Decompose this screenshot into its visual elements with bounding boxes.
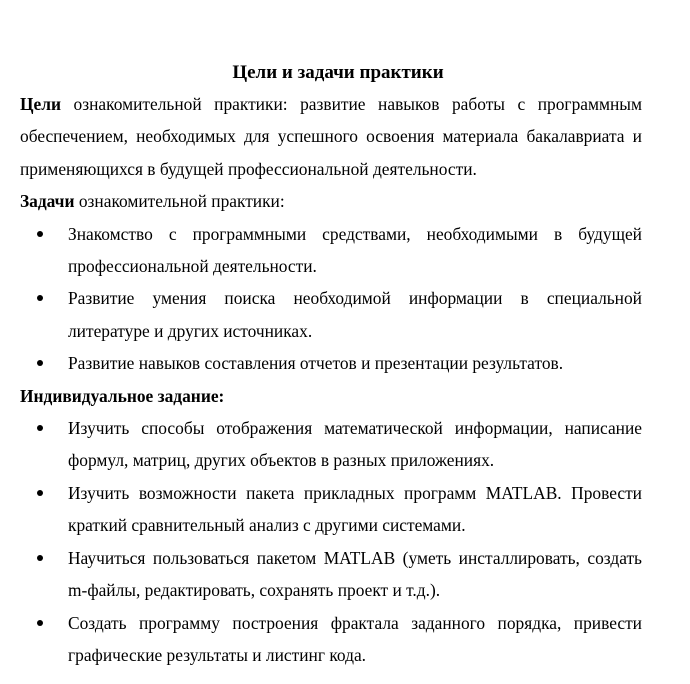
list-item: Создать программу построения фрактала заданного порядка, привести графические результаты и листинг кода.: [20, 607, 642, 672]
list-item: Изучить возможности пакета прикладных программ MATLAB. Провести краткий сравнительный анализ с другими системами.: [20, 477, 642, 542]
individual-list: [20, 412, 642, 671]
tasks-label: Задачи: [20, 191, 75, 212]
individual-heading: [20, 380, 642, 412]
tasks-paragraph: [20, 185, 642, 217]
page-title: Цели и задачи практики: [232, 62, 444, 83]
tasks-text: ознакомительной практики:: [74, 191, 285, 212]
list-item: Изучить способы отображения математической информации, написание формул, матриц, других объектов в разных приложениях.: [20, 412, 642, 477]
goals-text: ознакомительной практики: развитие навыков работы с программным обеспечением, необходимых для успешного освоения материала бакалавриата и применяющихся в будущей профессиональной деятельности.: [20, 94, 642, 179]
goals-label: Цели: [20, 94, 62, 114]
tasks-list: [20, 218, 642, 380]
list-item: Развитие навыков составления отчетов и презентации результатов.: [20, 347, 642, 379]
list-item: Развитие умения поиска необходимой информации в специальной литературе и других источниках.: [20, 282, 642, 347]
goals-paragraph: [20, 88, 642, 185]
document-page: [20, 58, 642, 671]
list-item: Знакомство с программными средствами, необходимыми в будущей профессиональной деятельности.: [20, 218, 642, 283]
individual-label: Индивидуальное задание:: [20, 385, 225, 406]
list-item: Научиться пользоваться пакетом MATLAB (уметь инсталлировать, создать m-файлы, редактировать, сохранять проект и т.д.).: [20, 542, 642, 607]
